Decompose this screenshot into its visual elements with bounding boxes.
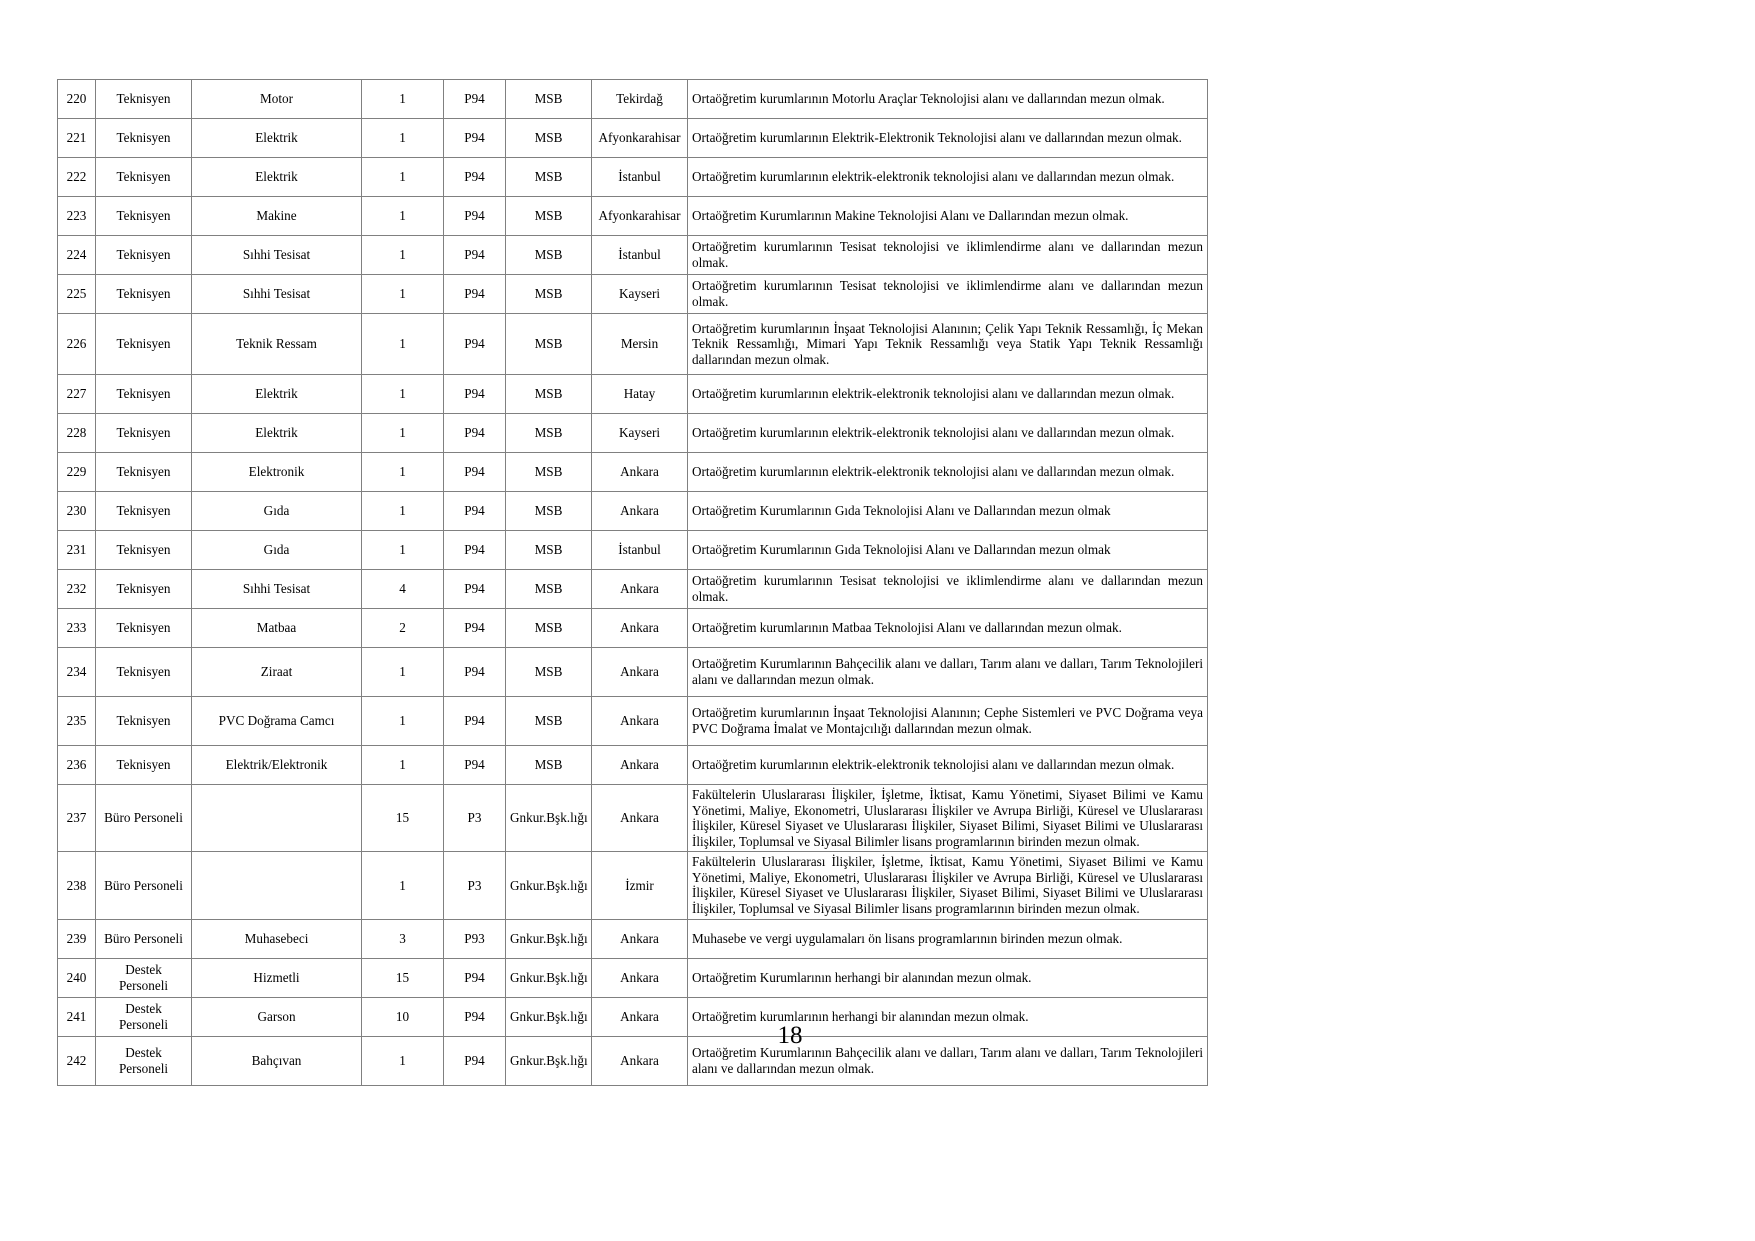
cell-institution: MSB	[506, 648, 592, 697]
cell-qualifications: Ortaöğretim Kurumlarının Bahçecilik alanı ve dalları, Tarım alanı ve dalları, Tarım Teknolojileri alanı ve dallarından mezun olmak.	[688, 1036, 1208, 1085]
cell-qualifications: Ortaöğretim kurumlarının Motorlu Araçlar Teknolojisi alanı ve dallarından mezun olmak.	[688, 80, 1208, 119]
cell-quantity: 1	[362, 314, 444, 375]
cell-institution: MSB	[506, 697, 592, 746]
cell-row-number: 233	[58, 609, 96, 648]
cell-row-number: 234	[58, 648, 96, 697]
cell-unit: Elektronik	[192, 453, 362, 492]
cell-quantity: 1	[362, 275, 444, 314]
cell-title: Teknisyen	[96, 570, 192, 609]
cell-qualifications: Ortaöğretim kurumlarının Matbaa Teknolojisi Alanı ve dallarından mezun olmak.	[688, 609, 1208, 648]
cell-score-type: P94	[444, 746, 506, 785]
cell-title: Destek Personeli	[96, 1036, 192, 1085]
cell-institution: MSB	[506, 453, 592, 492]
cell-quantity: 10	[362, 997, 444, 1036]
table-row	[58, 531, 1208, 570]
table-row	[58, 158, 1208, 197]
cell-title: Destek Personeli	[96, 997, 192, 1036]
cell-qualifications: Muhasebe ve vergi uygulamaları ön lisans programlarının birinden mezun olmak.	[688, 919, 1208, 958]
cell-unit	[192, 785, 362, 852]
cell-qualifications: Ortaöğretim Kurumlarının herhangi bir alanından mezun olmak.	[688, 958, 1208, 997]
cell-qualifications: Ortaöğretim kurumlarının İnşaat Teknolojisi Alanının; Cephe Sistemleri ve PVC Doğrama veya PVC Doğrama İmalat ve Montajcılığı dallarından mezun olmak.	[688, 697, 1208, 746]
cell-row-number: 242	[58, 1036, 96, 1085]
cell-unit: Elektrik/Elektronik	[192, 746, 362, 785]
cell-score-type: P94	[444, 997, 506, 1036]
cell-city: Ankara	[592, 492, 688, 531]
cell-unit	[192, 852, 362, 919]
cell-qualifications: Ortaöğretim Kurumlarının Gıda Teknolojisi Alanı ve Dallarından mezun olmak	[688, 492, 1208, 531]
cell-score-type: P93	[444, 919, 506, 958]
cell-institution: MSB	[506, 531, 592, 570]
cell-unit: Elektrik	[192, 414, 362, 453]
cell-qualifications: Ortaöğretim kurumlarının Elektrik-Elektronik Teknolojisi alanı ve dallarından mezun olmak.	[688, 119, 1208, 158]
cell-institution: Gnkur.Bşk.lığı	[506, 852, 592, 919]
cell-row-number: 228	[58, 414, 96, 453]
cell-institution: Gnkur.Bşk.lığı	[506, 1036, 592, 1085]
cell-city: Ankara	[592, 919, 688, 958]
cell-quantity: 2	[362, 609, 444, 648]
cell-row-number: 241	[58, 997, 96, 1036]
cell-qualifications: Ortaöğretim Kurumlarının Bahçecilik alanı ve dalları, Tarım alanı ve dalları, Tarım Teknolojileri alanı ve dallarından mezun olmak.	[688, 648, 1208, 697]
cell-unit: Bahçıvan	[192, 1036, 362, 1085]
page-number: 18	[777, 1022, 803, 1049]
cell-unit: Garson	[192, 997, 362, 1036]
cell-title: Büro Personeli	[96, 785, 192, 852]
cell-city: Ankara	[592, 697, 688, 746]
cell-qualifications: Fakültelerin Uluslararası İlişkiler, İşletme, İktisat, Kamu Yönetimi, Siyaset Bilimi ve Kamu Yönetimi, Maliye, Ekonometri, Uluslararası İlişkiler ve Avrupa Birliği, Küresel ve Uluslararası İlişkiler, Küresel Siyaset ve Uluslararası İlişkiler, Siyaset Bilimi, Siyaset Bilimi ve Uluslararası İlişkiler, Toplumsal ve Siyasal Bilimler lisans programlarının birinden mezun olmak.	[688, 785, 1208, 852]
cell-unit: Ziraat	[192, 648, 362, 697]
cell-institution: Gnkur.Bşk.lığı	[506, 958, 592, 997]
cell-qualifications: Ortaöğretim kurumlarının elektrik-elektronik teknolojisi alanı ve dallarından mezun olmak.	[688, 453, 1208, 492]
cell-title: Teknisyen	[96, 375, 192, 414]
cell-qualifications: Ortaöğretim Kurumlarının Gıda Teknolojisi Alanı ve Dallarından mezun olmak	[688, 531, 1208, 570]
cell-title: Teknisyen	[96, 609, 192, 648]
table-row	[58, 852, 1208, 919]
cell-title: Teknisyen	[96, 80, 192, 119]
positions-table	[57, 79, 1208, 1086]
cell-title: Teknisyen	[96, 648, 192, 697]
cell-title: Teknisyen	[96, 453, 192, 492]
cell-unit: Teknik Ressam	[192, 314, 362, 375]
table-row	[58, 746, 1208, 785]
cell-institution: MSB	[506, 197, 592, 236]
cell-row-number: 230	[58, 492, 96, 531]
cell-qualifications: Fakültelerin Uluslararası İlişkiler, İşletme, İktisat, Kamu Yönetimi, Siyaset Bilimi ve Kamu Yönetimi, Maliye, Ekonometri, Uluslararası İlişkiler ve Avrupa Birliği, Küresel ve Uluslararası İlişkiler, Küresel Siyaset ve Uluslararası İlişkiler, Siyaset Bilimi, Siyaset Bilimi ve Uluslararası İlişkiler, Toplumsal ve Siyasal Bilimler lisans programlarının birinden mezun olmak.	[688, 852, 1208, 919]
cell-qualifications: Ortaöğretim kurumlarının Tesisat teknolojisi ve iklimlendirme alanı ve dallarından mezun olmak.	[688, 570, 1208, 609]
cell-qualifications: Ortaöğretim kurumlarının herhangi bir alanından mezun olmak.	[688, 997, 1208, 1036]
cell-unit: Matbaa	[192, 609, 362, 648]
cell-unit: Hizmetli	[192, 958, 362, 997]
cell-title: Teknisyen	[96, 197, 192, 236]
cell-institution: MSB	[506, 314, 592, 375]
cell-row-number: 226	[58, 314, 96, 375]
cell-unit: Motor	[192, 80, 362, 119]
cell-institution: Gnkur.Bşk.lığı	[506, 785, 592, 852]
cell-title: Teknisyen	[96, 119, 192, 158]
cell-title: Teknisyen	[96, 746, 192, 785]
cell-institution: MSB	[506, 609, 592, 648]
cell-qualifications: Ortaöğretim kurumlarının Tesisat teknolojisi ve iklimlendirme alanı ve dallarından mezun olmak.	[688, 236, 1208, 275]
cell-quantity: 1	[362, 80, 444, 119]
cell-quantity: 4	[362, 570, 444, 609]
table-row	[58, 236, 1208, 275]
cell-unit: Muhasebeci	[192, 919, 362, 958]
cell-score-type: P94	[444, 158, 506, 197]
cell-quantity: 1	[362, 1036, 444, 1085]
cell-quantity: 1	[362, 648, 444, 697]
cell-score-type: P94	[444, 492, 506, 531]
cell-score-type: P94	[444, 958, 506, 997]
cell-city: İstanbul	[592, 236, 688, 275]
table-row	[58, 492, 1208, 531]
cell-row-number: 239	[58, 919, 96, 958]
table-row	[58, 314, 1208, 375]
cell-quantity: 1	[362, 492, 444, 531]
cell-title: Teknisyen	[96, 158, 192, 197]
cell-row-number: 232	[58, 570, 96, 609]
cell-city: Tekirdağ	[592, 80, 688, 119]
cell-institution: MSB	[506, 236, 592, 275]
cell-qualifications: Ortaöğretim kurumlarının elektrik-elektronik teknolojisi alanı ve dallarından mezun olmak.	[688, 375, 1208, 414]
table-row	[58, 453, 1208, 492]
cell-unit: Sıhhi Tesisat	[192, 275, 362, 314]
cell-title: Büro Personeli	[96, 919, 192, 958]
cell-qualifications: Ortaöğretim kurumlarının elektrik-elektronik teknolojisi alanı ve dallarından mezun olmak.	[688, 746, 1208, 785]
cell-unit: Elektrik	[192, 158, 362, 197]
cell-row-number: 231	[58, 531, 96, 570]
cell-row-number: 221	[58, 119, 96, 158]
cell-title: Teknisyen	[96, 531, 192, 570]
cell-city: Ankara	[592, 997, 688, 1036]
cell-institution: MSB	[506, 414, 592, 453]
cell-row-number: 223	[58, 197, 96, 236]
cell-row-number: 235	[58, 697, 96, 746]
cell-row-number: 237	[58, 785, 96, 852]
table-row	[58, 414, 1208, 453]
cell-title: Teknisyen	[96, 492, 192, 531]
cell-title: Teknisyen	[96, 697, 192, 746]
cell-quantity: 1	[362, 414, 444, 453]
table-row	[58, 958, 1208, 997]
cell-score-type: P94	[444, 570, 506, 609]
cell-quantity: 1	[362, 197, 444, 236]
cell-institution: MSB	[506, 375, 592, 414]
cell-quantity: 15	[362, 958, 444, 997]
cell-row-number: 227	[58, 375, 96, 414]
cell-row-number: 229	[58, 453, 96, 492]
cell-unit: PVC Doğrama Camcı	[192, 697, 362, 746]
positions-table-body	[58, 80, 1208, 1086]
cell-quantity: 1	[362, 746, 444, 785]
cell-score-type: P94	[444, 414, 506, 453]
cell-qualifications: Ortaöğretim kurumlarının elektrik-elektronik teknolojisi alanı ve dallarından mezun olmak.	[688, 158, 1208, 197]
cell-city: İzmir	[592, 852, 688, 919]
cell-score-type: P94	[444, 531, 506, 570]
table-row	[58, 919, 1208, 958]
table-row	[58, 609, 1208, 648]
cell-quantity: 1	[362, 375, 444, 414]
cell-institution: MSB	[506, 492, 592, 531]
cell-unit: Sıhhi Tesisat	[192, 236, 362, 275]
cell-qualifications: Ortaöğretim Kurumlarının Makine Teknolojisi Alanı ve Dallarından mezun olmak.	[688, 197, 1208, 236]
table-row	[58, 785, 1208, 852]
cell-title: Destek Personeli	[96, 958, 192, 997]
cell-institution: MSB	[506, 275, 592, 314]
cell-city: Ankara	[592, 570, 688, 609]
cell-quantity: 1	[362, 453, 444, 492]
cell-score-type: P94	[444, 1036, 506, 1085]
cell-city: Afyonkarahisar	[592, 119, 688, 158]
cell-institution: MSB	[506, 119, 592, 158]
cell-qualifications: Ortaöğretim kurumlarının Tesisat teknolojisi ve iklimlendirme alanı ve dallarından mezun olmak.	[688, 275, 1208, 314]
positions-table-wrapper	[57, 79, 1207, 1086]
cell-city: İstanbul	[592, 158, 688, 197]
cell-score-type: P94	[444, 648, 506, 697]
cell-score-type: P94	[444, 314, 506, 375]
cell-institution: MSB	[506, 570, 592, 609]
cell-score-type: P94	[444, 375, 506, 414]
cell-row-number: 225	[58, 275, 96, 314]
cell-city: Ankara	[592, 609, 688, 648]
cell-quantity: 3	[362, 919, 444, 958]
cell-title: Büro Personeli	[96, 852, 192, 919]
cell-qualifications: Ortaöğretim kurumlarının İnşaat Teknolojisi Alanının; Çelik Yapı Teknik Ressamlığı, İç Mekan Teknik Ressamlığı, Mimari Yapı Teknik Ressamlığı veya Statik Yapı Teknik Ressamlığı dallarından mezun olmak.	[688, 314, 1208, 375]
cell-institution: Gnkur.Bşk.lığı	[506, 997, 592, 1036]
cell-row-number: 220	[58, 80, 96, 119]
table-row	[58, 648, 1208, 697]
cell-row-number: 222	[58, 158, 96, 197]
cell-score-type: P94	[444, 80, 506, 119]
cell-score-type: P94	[444, 697, 506, 746]
cell-unit: Gıda	[192, 531, 362, 570]
cell-score-type: P94	[444, 609, 506, 648]
table-row	[58, 197, 1208, 236]
table-row	[58, 275, 1208, 314]
cell-title: Teknisyen	[96, 314, 192, 375]
cell-city: İstanbul	[592, 531, 688, 570]
cell-row-number: 236	[58, 746, 96, 785]
table-row	[58, 697, 1208, 746]
cell-city: Ankara	[592, 958, 688, 997]
cell-unit: Makine	[192, 197, 362, 236]
cell-institution: MSB	[506, 158, 592, 197]
cell-institution: MSB	[506, 80, 592, 119]
cell-city: Kayseri	[592, 275, 688, 314]
cell-institution: Gnkur.Bşk.lığı	[506, 919, 592, 958]
cell-score-type: P3	[444, 852, 506, 919]
cell-city: Ankara	[592, 648, 688, 697]
table-row	[58, 570, 1208, 609]
cell-score-type: P94	[444, 197, 506, 236]
cell-title: Teknisyen	[96, 275, 192, 314]
cell-unit: Sıhhi Tesisat	[192, 570, 362, 609]
cell-unit: Elektrik	[192, 119, 362, 158]
cell-city: Ankara	[592, 746, 688, 785]
cell-row-number: 238	[58, 852, 96, 919]
cell-city: Mersin	[592, 314, 688, 375]
cell-unit: Gıda	[192, 492, 362, 531]
cell-score-type: P94	[444, 236, 506, 275]
cell-unit: Elektrik	[192, 375, 362, 414]
cell-city: Hatay	[592, 375, 688, 414]
table-row	[58, 80, 1208, 119]
cell-quantity: 1	[362, 531, 444, 570]
cell-row-number: 240	[58, 958, 96, 997]
cell-city: Ankara	[592, 453, 688, 492]
cell-quantity: 15	[362, 785, 444, 852]
cell-city: Ankara	[592, 785, 688, 852]
cell-score-type: P3	[444, 785, 506, 852]
cell-title: Teknisyen	[96, 236, 192, 275]
table-row	[58, 119, 1208, 158]
cell-title: Teknisyen	[96, 414, 192, 453]
cell-quantity: 1	[362, 119, 444, 158]
cell-quantity: 1	[362, 158, 444, 197]
cell-quantity: 1	[362, 697, 444, 746]
cell-row-number: 224	[58, 236, 96, 275]
cell-score-type: P94	[444, 453, 506, 492]
cell-score-type: P94	[444, 119, 506, 158]
cell-quantity: 1	[362, 852, 444, 919]
cell-city: Afyonkarahisar	[592, 197, 688, 236]
cell-score-type: P94	[444, 275, 506, 314]
cell-quantity: 1	[362, 236, 444, 275]
cell-qualifications: Ortaöğretim kurumlarının elektrik-elektronik teknolojisi alanı ve dallarından mezun olmak.	[688, 414, 1208, 453]
cell-city: Kayseri	[592, 414, 688, 453]
table-row	[58, 375, 1208, 414]
cell-city: Ankara	[592, 1036, 688, 1085]
cell-institution: MSB	[506, 746, 592, 785]
